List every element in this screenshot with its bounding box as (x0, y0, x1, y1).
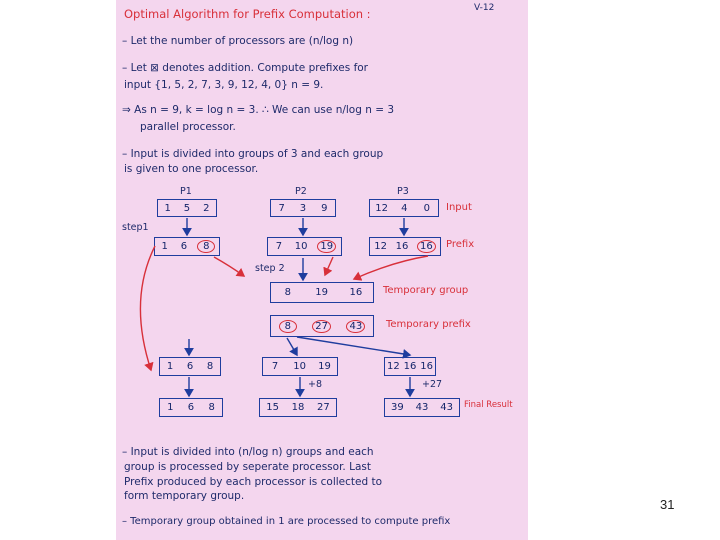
processor-label-p3: P3 (397, 186, 409, 197)
step1-label: step1 (122, 222, 149, 233)
arrow-tprefix-to-copy-p2 (287, 338, 297, 355)
slide-number: 31 (660, 497, 675, 512)
cell: 16 (420, 361, 433, 372)
cell: 0 (423, 202, 430, 214)
note-line-4: ⇒ As n = 9, k = log n = 3. ∴ We can use n/log n = 3 (122, 104, 395, 116)
note-line-11: form temporary group. (124, 490, 245, 502)
red-arrow-prefix-p3-to-tgroup (354, 256, 428, 279)
cell: 10 (293, 361, 306, 372)
cell-circled: 19 (317, 240, 336, 253)
cell-circled: 8 (197, 240, 215, 253)
cell-circled: 27 (312, 320, 331, 333)
cell: 6 (186, 361, 194, 372)
note-title: Optimal Algorithm for Prefix Computation : (124, 7, 371, 21)
cell: 1 (164, 202, 171, 214)
cell: 7 (271, 361, 279, 372)
note-line-3: input {1, 5, 2, 7, 3, 9, 12, 4, 0} n = 9. (124, 79, 324, 91)
prefix-label: Prefix (446, 239, 475, 250)
temporary-group-label: Temporary group (383, 285, 469, 296)
processor-label-p1: P1 (180, 186, 192, 197)
cell: 16 (349, 287, 363, 298)
cell: 15 (266, 402, 280, 413)
cell: 12 (386, 361, 400, 372)
note-line-6: – Input is divided into groups of 3 and each group (122, 148, 384, 160)
note-line-9: group is processed by seperate processor. Last (124, 461, 371, 473)
step2-label: step 2 (255, 263, 285, 274)
cell: 12 (374, 241, 388, 252)
cell: 7 (275, 241, 283, 252)
note-line-8: – Input is divided into (n/log n) groups and each (122, 446, 374, 458)
cell: 16 (403, 361, 417, 372)
cell-circled: 16 (417, 240, 436, 253)
cell: 8 (206, 361, 214, 372)
cell: 9 (321, 202, 328, 214)
add-label-p3: +27 (422, 379, 443, 390)
cell: 4 (401, 202, 408, 214)
cell: 3 (299, 202, 307, 214)
cell: 6 (187, 402, 195, 413)
cell: 18 (291, 402, 305, 413)
processor-label-p2: P2 (295, 186, 307, 197)
cell: 43 (415, 402, 429, 413)
cell: 8 (284, 287, 291, 298)
cell: 1 (166, 361, 174, 372)
temporary-prefix-label: Temporary prefix (386, 319, 471, 330)
page-corner-mark: V-12 (474, 3, 495, 13)
cell: 8 (208, 402, 215, 413)
cell: 27 (316, 402, 330, 413)
cell: 5 (183, 202, 191, 214)
note-line-10: Prefix produced by each processor is collected to (124, 476, 383, 488)
cell: 19 (315, 287, 328, 298)
cell: 12 (375, 202, 388, 214)
cell-circled: 43 (346, 320, 365, 333)
red-arrow-prefix-p1-to-tgroup (214, 257, 244, 276)
red-arrow-prefix-p2-to-tgroup (325, 257, 333, 275)
input-label: Input (446, 202, 472, 213)
note-line-5: parallel processor. (140, 121, 236, 133)
cell: 19 (318, 361, 331, 372)
cell: 6 (180, 241, 188, 252)
add-label-p2: +8 (308, 379, 323, 390)
note-line-1: – Let the number of processors are (n/log n) (122, 35, 354, 47)
cell: 1 (167, 402, 174, 413)
cell: 7 (278, 202, 285, 214)
cell: 1 (161, 241, 168, 252)
cell: 43 (440, 402, 453, 413)
cell: 2 (203, 202, 210, 214)
final-result-label: Final Result (464, 400, 513, 410)
cell: 39 (390, 402, 404, 413)
red-arrow-prefix-p1-to-copy (140, 246, 155, 370)
cell-circled: 8 (279, 320, 297, 333)
cell: 16 (395, 241, 409, 252)
note-line-7: is given to one processor. (124, 163, 259, 175)
cell: 10 (294, 241, 308, 252)
note-line-12: – Temporary group obtained in 1 are processed to compute prefix (122, 516, 451, 527)
note-line-2: – Let ⊠ denotes addition. Compute prefixes for (122, 62, 369, 74)
arrow-tprefix-to-copy-p3 (297, 337, 410, 355)
